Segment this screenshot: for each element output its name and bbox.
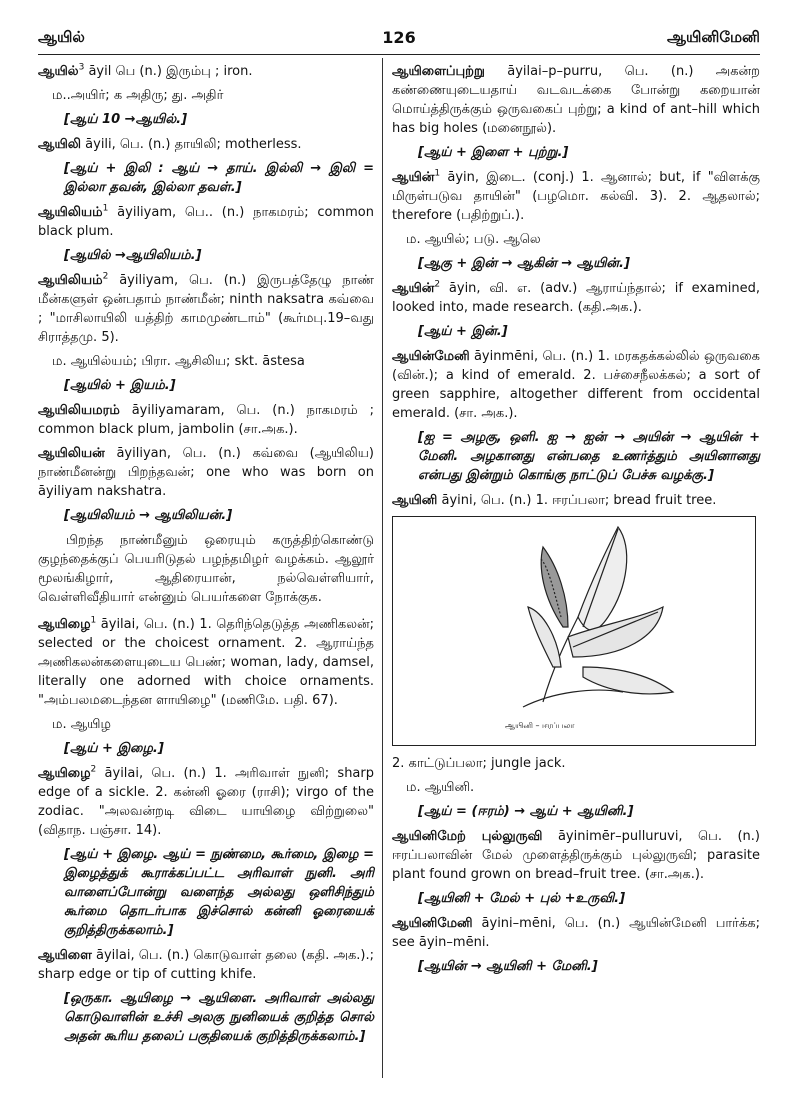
entry-definition: āyin, வி. எ. (adv.) ஆராய்ந்தால்; if examined, looked into, made research. (கதி.அக.). [392, 281, 760, 315]
entry-definition: āyini–mēni, பெ. (n.) ஆயின்மேனி பார்க்க; see āyin–mēni. [392, 916, 760, 950]
headword: ஆயின் [392, 170, 435, 185]
headword: ஆயின் [392, 281, 435, 296]
entry-definition: āyiliyamaram, பெ. (n.) நாகமரம் ; common black plum, jambolin (சா.அக.). [38, 403, 374, 437]
left-entry [38, 764, 374, 840]
headword: ஆயிலியமரம் [38, 403, 120, 418]
headword: ஆயினி [392, 493, 438, 508]
headword: ஆயினிமேற் புல்லுருவி [392, 829, 543, 844]
right-entry [392, 168, 760, 225]
figure-box [392, 516, 756, 746]
etymology: [ஆய் + இளை + புற்று.] [418, 145, 569, 160]
right-entry [392, 62, 760, 138]
headword: ஆயிலியம் [38, 273, 103, 288]
entry-definition: āyili, பெ. (n.) தாயிலி; motherless. [81, 137, 302, 152]
cognates: ம..அயிர்; க அதிரு; து. அதிர் [52, 88, 224, 103]
etymology: [ஆகு + இன் → ஆகின் → ஆயின்.] [418, 256, 630, 271]
sense-line: 2. காட்டுப்பலா; jungle jack. [392, 756, 566, 771]
etymology: [ஆய் 10 →ஆயில்.] [64, 112, 188, 127]
headword: ஆயின்மேனி [392, 349, 470, 364]
left-entry [38, 203, 374, 241]
homonym-number: 2 [102, 271, 109, 282]
figure-caption: ஆயினி – ஈரப்பலா [505, 721, 575, 730]
entry-definition: āyiliyam, பெ. (n.) இருபத்தேழு நாண் மீன்களுள் ஒன்பதாம் நாண்மீன்; ninth naksatra கவ்வை ; "மாசிலாயிலி யத்திற் காமமுண்டாம்" (கூர்மபு.19–வது சிராத்தமு. 5). [38, 273, 374, 345]
entry-definition: āyilai, பெ. (n.) 1. அரிவாள் நுனி; sharp edge of a sickle. 2. கன்னி ஓரை (ராசி); virgo of the zodiac. "அலவன்றடி விடை யாயிழை விற்றுலை" (விதாந. பஞ்சா. 14). [38, 766, 374, 838]
headword: ஆயிலியம் [38, 205, 103, 220]
page-number: 126 [382, 28, 416, 47]
right-entry [392, 279, 760, 317]
entry-definition: āyilai, பெ. (n.) கொடுவாள் தலை (கதி. அக.).; sharp edge or tip of cutting khife. [38, 948, 374, 982]
page-header [38, 28, 760, 55]
homonym-number: 2 [90, 764, 97, 775]
commentary-paragraph: பிறந்த நாண்மீனும் ஒரையும் கருத்திற்கொண்டு குழந்தைக்குப் பெயரிடுதல் பழந்தமிழர் வழக்கம். ஆலூர் மூலங்கிழார், ஆதிரையான், நல்வெள்ளியார், வெள்ளிவீதியார் என்னும் பெயர்களை நோக்குக. [38, 533, 374, 605]
headword: ஆயினிமேனி [392, 916, 473, 931]
entry-definition: āyin, இடை. (conj.) 1. ஆனால்; but, if "விளக்கு மிருள்படுவ தாயின்" (பழமொ. கல்வி. 3). 2. ஆதலால்; therefore (பதிற்றுப்.). [392, 170, 760, 223]
column-divider [382, 58, 383, 1078]
cognates: ம. ஆயிழ [52, 717, 111, 732]
left-entry [38, 271, 374, 347]
entry-definition: āyinimēr–pulluruvi, பெ. (n.) ஈரப்பலாவின் மேல் முளைத்திருக்கும் புல்லுருவி; parasite plant found grown on bread–fruit tree. (சா.அக.). [392, 829, 760, 882]
headword: ஆயிளை [38, 948, 92, 963]
right-entry [392, 827, 760, 884]
entry-definition: āyilai–p–purru, பெ. (n.) அகன்ற கண்ணையுடையதாய் வடவடக்கை போன்று கறையான் மொய்த்திருக்கும் ஒருவகைப் புற்று; a kind of ant–hill which has big holes (மனைநூல்). [392, 64, 760, 136]
headword: ஆயிழை [38, 766, 91, 781]
homonym-number: 1 [90, 615, 97, 626]
cognates: ம. ஆயில்யம்; பிரா. ஆசிலிய; skt. āstesa [52, 354, 305, 369]
etymology-note: [ஆய் + இழை. ஆய் = நுண்மை, கூர்மை, இழை = இழைத்துக் கூராக்கப்பட்ட அரிவாள் நுனி. அரி வாளைப்போன்று வளைந்த அல்லது ஒளிசிந்தும் கூர்மை தொடர்பாக இச்சொல் கன்னி ஓரையைக் குறித்திருக்கலாம்.] [64, 847, 374, 938]
entry-definition: āyiliyan, பெ. (n.) கவ்வை (ஆயிலிய) நாண்மீனன்று பிறந்தவன்; one who was born on āyiliyam nakshatra. [38, 446, 374, 499]
left-entry [38, 135, 374, 154]
etymology-note: [ஒருகா. ஆயிழை → ஆயிளை. அரிவாள் அல்லது கொடுவாளின் உச்சி அலகு நுனியைக் குறித்த சொல் அதன் கூரிய தலைப் பகுதியைக் குறித்திருக்கலாம்.] [64, 991, 374, 1044]
entry-definition: āyinmēni, பெ. (n.) 1. மரகதக்கல்லில் ஒருவகை (வின்.); a kind of emerald. 2. பச்சைநீலக்கல்; a sort of green sapphire, altogether different from occidental emerald. (சா. அக.). [392, 349, 760, 421]
right-column [392, 62, 760, 982]
homonym-number: 3 [78, 62, 85, 73]
homonym-number: 2 [434, 279, 441, 290]
cognates: ம. ஆயில்; படு. ஆலெ [406, 232, 541, 247]
etymology: [ஆய் + இழை.] [64, 741, 164, 756]
left-entry [38, 444, 374, 501]
entry-definition: āyini, பெ. (n.) 1. ஈரப்பலா; bread fruit tree. [437, 493, 717, 508]
entry-definition: āyil பெ (n.) இரும்பு ; iron. [84, 64, 253, 79]
left-column [38, 62, 374, 1052]
etymology: [ஆயின் → ஆயினி + மேனி.] [418, 959, 598, 974]
etymology-note: [ஐ = அழகு, ஒளி. ஐ → ஐன் → அயின் → ஆயின் + மேனி. அழகானது என்பதை உணர்த்தும் அயினானது என்பது இன்றும் கொங்கு நாட்டுப் பேச்சு வழக்கு.] [418, 430, 760, 483]
etymology: [ஆய் = (ஈரம்) → ஆய் + ஆயினி.] [418, 804, 634, 819]
homonym-number: 1 [434, 168, 441, 179]
entry-definition: āyilai, பெ. (n.) 1. தெரிந்தெடுத்த அணிகலன்; selected or the choicest ornament. 2. ஆராய்ந்த அணிகலன்களையுடைய பெண்; woman, lady, damsel, literally one adorned with choice ornaments. "அம்பலமடைந்தன ளாயிழை" (மணிமே. பதி. 67). [38, 617, 374, 708]
right-entry [392, 347, 760, 423]
right-entry [392, 491, 760, 510]
headword: ஆயிளைப்புற்று [392, 64, 485, 79]
cognates: ம. ஆயினி. [406, 780, 475, 795]
etymology: [ஆயில் →ஆயிலியம்.] [64, 248, 202, 263]
left-entry [38, 615, 374, 710]
etymology: [ஆயினி + மேல் + புல் +உருவி.] [418, 891, 626, 906]
left-entry [38, 62, 374, 81]
headword: ஆயிலியன் [38, 446, 105, 461]
left-entry [38, 401, 374, 439]
bread-fruit-leaf-illustration [393, 517, 753, 717]
left-guide-word: ஆயில் [38, 28, 85, 46]
headword: ஆயிழை [38, 617, 91, 632]
right-entry [392, 914, 760, 952]
etymology: [ஆயிலியம் → ஆயிலியன்.] [64, 508, 233, 523]
headword: ஆயிலி [38, 137, 82, 152]
etymology: [ஆயில் + இயம்.] [64, 378, 176, 393]
right-guide-word: ஆயினிமேனி [667, 28, 760, 46]
etymology-note: [ஆய் + இலி : ஆய் → தாய். இல்லி → இலி = இல்லா தவன், இல்லா தவள்.] [64, 161, 374, 195]
left-entry [38, 946, 374, 984]
headword: ஆயில் [38, 64, 79, 79]
homonym-number: 1 [102, 203, 109, 214]
entry-definition: āyiliyam, பெ.. (n.) நாகமரம்; common black plum. [38, 205, 374, 239]
etymology: [ஆய் + இன்.] [418, 324, 508, 339]
